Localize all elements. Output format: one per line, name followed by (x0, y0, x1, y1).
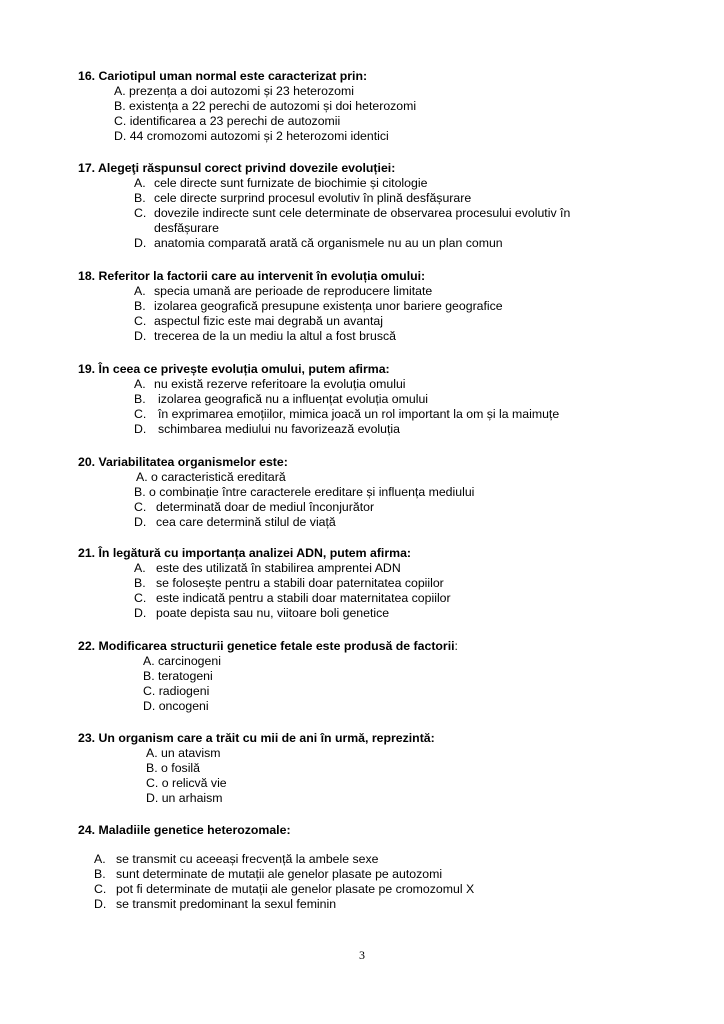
option-letter: A. (134, 561, 146, 575)
option-c: C. o relicvă vie (146, 776, 227, 790)
option-d: D. 44 cromozomi autozomi și 2 heterozomi identici (114, 129, 389, 143)
option-c (78, 314, 658, 329)
question-title: 18. Referitor la factorii care au intervenit în evoluția omului: (78, 269, 426, 283)
option-text: trecerea de la un mediu la altul a fost bruscă (154, 329, 396, 343)
option-c: C. identificarea a 23 perechi de autozomii (114, 114, 341, 128)
option-letter: C. (134, 206, 147, 220)
question-title-tail: : (454, 639, 458, 653)
option-text: nu există rezerve referitoare la evoluția omului (154, 377, 406, 391)
option-text: specia umană are perioade de reproducere limitate (154, 284, 433, 298)
question-title-text: 22. Modificarea structurii genetice fetale este produsă de factorii (78, 639, 455, 653)
option-a: A. un atavism (146, 746, 221, 760)
option-d: D. oncogeni (143, 699, 209, 713)
question-23 (78, 731, 658, 806)
option-text: izolarea geografică presupune existența unor bariere geografice (154, 299, 503, 313)
option-a (78, 852, 658, 867)
page-number: 3 (359, 948, 365, 962)
option-c (78, 591, 658, 606)
question-24 (78, 823, 658, 912)
option-d: D. un arhaism (146, 791, 223, 805)
option-a: A. o caracteristică ereditară (136, 470, 286, 484)
option-c (78, 206, 658, 221)
option-d (78, 329, 658, 344)
question-title: 20. Variabilitatea organismelor este: (78, 455, 288, 469)
option-c (78, 500, 658, 515)
option-letter: B. (134, 392, 146, 406)
option-a (78, 561, 658, 576)
option-d (78, 236, 658, 251)
option-text: sunt determinate de mutații ale genelor plasate pe autozomi (116, 867, 443, 881)
option-text: poate depista sau nu, viitoare boli genetice (156, 606, 390, 620)
question-20 (78, 455, 658, 530)
option-text: izolarea geografică nu a influențat evoluția omului (158, 392, 429, 406)
option-letter: C. (134, 407, 147, 421)
option-d (78, 897, 658, 912)
option-text: în exprimarea emoțiilor, mimica joacă un rol important la om și la maimuțe (158, 407, 560, 421)
option-text: schimbarea mediului nu favorizează evoluția (158, 422, 400, 436)
option-letter: A. (134, 284, 146, 298)
option-b (78, 392, 658, 407)
option-letter: D. (94, 897, 107, 911)
option-text: dovezile indirecte sunt cele determinate de observarea procesului evolutiv în (154, 206, 571, 220)
option-text: se folosește pentru a stabili doar paternitatea copiilor (156, 576, 444, 590)
option-letter: A. (134, 377, 146, 391)
question-22 (78, 639, 658, 714)
option-text: este des utilizată în stabilirea amprentei ADN (156, 561, 401, 575)
question-19 (78, 362, 658, 437)
option-text: cea care determină stilul de viață (156, 515, 336, 529)
option-b (78, 191, 658, 206)
option-text: se transmit cu aceeași frecvență la ambele sexe (116, 852, 379, 866)
question-title: 19. În ceea ce privește evoluția omului, putem afirma: (78, 362, 390, 376)
option-c (78, 407, 658, 422)
option-letter: B. (94, 867, 106, 881)
option-text: cele directe sunt furnizate de biochimie și citologie (154, 176, 428, 190)
question-title: 16. Cariotipul uman normal este caracterizat prin: (78, 69, 368, 83)
option-letter: B. (134, 299, 146, 313)
option-b (78, 576, 658, 591)
option-letter: D. (134, 606, 147, 620)
option-d (78, 606, 658, 621)
question-18 (78, 269, 658, 344)
question-title: 23. Un organism care a trăit cu mii de ani în urmă, reprezintă: (78, 731, 435, 745)
option-a (78, 176, 658, 191)
option-text: aspectul fizic este mai degrabă un avantaj (154, 314, 383, 328)
option-text: cele directe surprind procesul evolutiv în plină desfășurare (154, 191, 472, 205)
option-letter: C. (134, 591, 147, 605)
option-letter: B. (134, 576, 146, 590)
option-b: B. o combinație între caracterele ereditare și influența mediului (134, 485, 475, 499)
option-a (78, 284, 658, 299)
option-letter: C. (134, 500, 147, 514)
option-letter: D. (134, 329, 147, 343)
option-letter: C. (94, 882, 107, 896)
option-letter: D. (134, 422, 147, 436)
question-title: 21. În legătură cu importanța analizei ADN, putem afirma: (78, 546, 412, 560)
question-17 (78, 161, 658, 251)
option-text: pot fi determinate de mutații ale genelor plasate pe cromozomul X (116, 882, 475, 896)
question-21 (78, 546, 658, 621)
option-c: C. radiogeni (143, 684, 210, 698)
option-text: anatomia comparată arată că organismele nu au un plan comun (154, 236, 503, 250)
option-b (78, 299, 658, 314)
option-letter: D. (134, 515, 147, 529)
option-letter: D. (134, 236, 147, 250)
question-title: 17. Alegeţi răspunsul corect privind dovezile evoluției: (78, 161, 396, 175)
question-16 (78, 69, 658, 144)
option-letter: B. (134, 191, 146, 205)
option-text: este indicată pentru a stabili doar maternitatea copiilor (156, 591, 451, 605)
question-title (78, 639, 658, 654)
option-letter: C. (134, 314, 147, 328)
option-d (78, 515, 658, 530)
option-b: B. o fosilă (146, 761, 200, 775)
option-a (78, 377, 658, 392)
option-b (78, 867, 658, 882)
option-a: A. prezența a doi autozomi și 23 heterozomi (114, 84, 354, 98)
option-a: A. carcinogeni (143, 654, 221, 668)
option-text: se transmit predominant la sexul feminin (116, 897, 337, 911)
option-b: B. teratogeni (143, 669, 213, 683)
option-letter: A. (94, 852, 106, 866)
question-title: 24. Maladiile genetice heterozomale: (78, 823, 291, 837)
option-c-continuation: desfășurare (154, 221, 219, 235)
option-c (78, 882, 658, 897)
option-d (78, 422, 658, 437)
option-text: determinată doar de mediul înconjurător (156, 500, 375, 514)
option-letter: A. (134, 176, 146, 190)
option-b: B. existența a 22 perechi de autozomi și doi heterozomi (114, 99, 417, 113)
